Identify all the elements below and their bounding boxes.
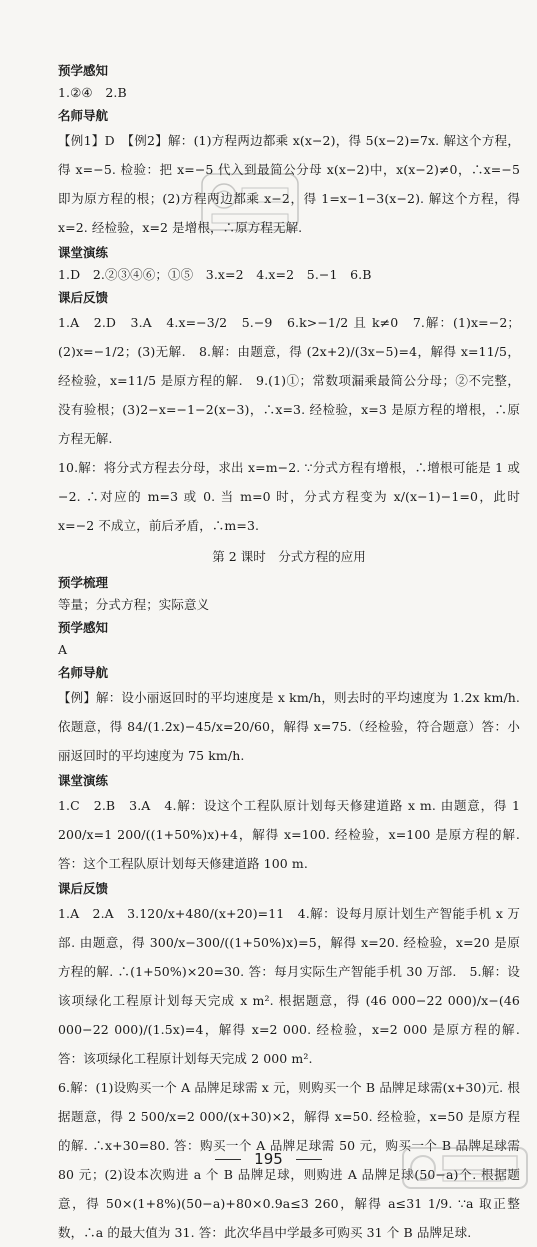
section-heading-guide-2: 名师导航 bbox=[58, 665, 109, 680]
answer-content bbox=[58, 60, 520, 1247]
page-number-left-rule bbox=[215, 1159, 241, 1160]
answer-line: 1.D 2.②③④⑥；①⑤ 3.x=2 4.x=2 5.−1 6.B bbox=[58, 267, 372, 282]
answer-line: 1.②④ 2.B bbox=[58, 85, 127, 100]
section-heading-summary: 预学梳理 bbox=[58, 575, 109, 590]
section-heading-class-practice-1: 课堂演练 bbox=[58, 245, 109, 260]
watermark-logo bbox=[401, 1146, 529, 1190]
section-heading-class-practice-2: 课堂演练 bbox=[58, 773, 109, 788]
section-heading-feedback-1: 课后反馈 bbox=[58, 290, 109, 305]
page-number-right-rule bbox=[296, 1159, 322, 1160]
section-heading-feedback-2: 课后反馈 bbox=[58, 881, 109, 896]
answer-line: 等量；分式方程；实际意义 bbox=[58, 597, 210, 612]
page-number-value: 195 bbox=[254, 1150, 283, 1168]
stamp-logo bbox=[200, 172, 300, 232]
lesson-title: 第 2 课时 分式方程的应用 bbox=[212, 549, 366, 564]
answer-paragraph: 1.C 2.B 3.A 4.解：设这个工程队原计划每天修建道路 x m. 由题意，得 1 200/x=1 200/((1+50%)x)+4，解得 x=100. 经检验，x=100 是原方程的解. 答：这个工程队原计划每天修建道路 100 m. bbox=[58, 798, 520, 871]
answer-paragraph: 10.解：将分式方程去分母，求出 x=m−2. ∵分式方程有增根，∴增根可能是 1 或 −2. ∴对应的 m=3 或 0. 当 m=0 时，分式方程变为 x/(x−1)−1=0，此时 x=−2 不成立，前后矛盾，∴m=3. bbox=[58, 460, 520, 533]
answer-paragraph: 1.A 2.A 3.120/x+480/(x+20)=11 4.解：设每月原计划生产智能手机 x 万部. 由题意，得 300/x−300/((1+50%)x)=5，解得 x=20. 经检验，x=20 是原方程的解. ∴(1+50%)×20=30. 答：每月实际生产智能手机 30 万部. 5.解：设该项绿化工程原计划每天完成 x m². 根据题意，得 (46 000−22 000)/x−(46 000−22 000)/(1.5x)=4，解得 x=2 000. 经检验，x=2 000 是原方程的解. 答：该项绿化工程原计划每天完成 2 000 m². bbox=[58, 906, 520, 1066]
answer-line: A bbox=[58, 642, 68, 657]
section-heading-preview-2: 预学感知 bbox=[58, 620, 109, 635]
answer-paragraph: 【例】解：设小丽返回时的平均速度是 x km/h，则去时的平均速度为 1.2x km/h. 依题意，得 84/(1.2x)−45/x=20/60，解得 x=75.（经检验，符合题意）答：小丽返回时的平均速度为 75 km/h. bbox=[58, 690, 520, 763]
section-heading-preview-1: 预学感知 bbox=[58, 63, 109, 78]
answer-paragraph: 1.A 2.D 3.A 4.x=−3/2 5.−9 6.k>−1/2 且 k≠0 7.解：(1)x=−2；(2)x=−1/2；(3)无解. 8.解：由题意，得 (2x+2)/(3x−5)=4，解得 x=11/5，经检验，x=11/5 是原方程的解. 9.(1)①；常数项漏乘最简公分母；②不完整，没有验根；(3)2−x=−1−2(x−3)，∴x=3. 经检验，x=3 是原方程的增根，∴原方程无解. bbox=[58, 315, 520, 446]
section-heading-guide-1: 名师导航 bbox=[58, 108, 109, 123]
answer-paragraph: 6.解：(1)设购买一个 A 品牌足球需 x 元，则购买一个 B 品牌足球需(x+30)元. 根据题意，得 2 500/x=2 000/(x+30)×2，解得 x=50. 经检验，x=50 是原方程的解. ∴x+30=80. 答：购买一个 A 品牌足球需 50 元，购买一个 B 品牌足球需 80 元；(2)设本次购进 a 个 B 品牌足球，则购进 A 品牌足球(50−a)个. 根据题意，得 50×(1+8%)(50−a)+80×0.9a≤3 260，解得 a≤31 1/9. ∵a 取正整数，∴a 的最大值为 31. 答：此次华昌中学最多可购买 31 个 B 品牌足球. bbox=[58, 1080, 520, 1240]
answer-paragraph: 【例1】D 【例2】解：(1)方程两边都乘 x(x−2)，得 5(x−2)=7x. 解这个方程，得 x=−5. 检验：把 x=−5 代入到最简公分母 x(x−2)中，x(x−2)≠0，∴x=−5 即为原方程的根；(2)方程两边都乘 x−2，得 1=x−1−3(x−2). 解这个方程，得 x=2. 经检验，x=2 是增根，∴原方程无解. bbox=[58, 133, 520, 235]
